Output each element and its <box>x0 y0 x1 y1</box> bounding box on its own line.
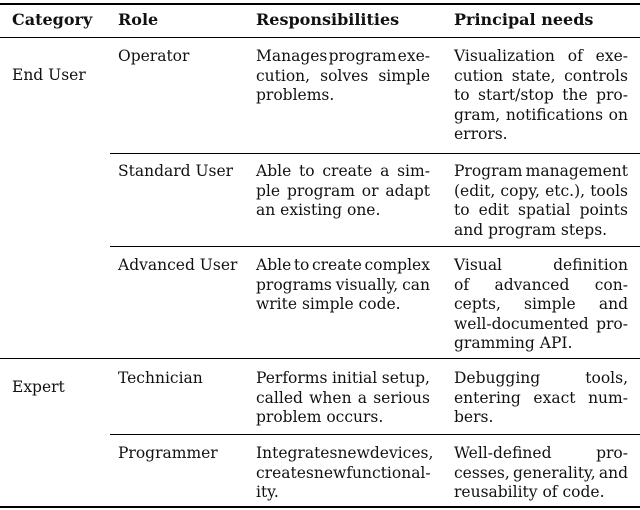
word: on <box>608 105 628 124</box>
word: definition <box>553 256 628 274</box>
word: setup, <box>381 369 430 387</box>
word: functional- <box>346 463 431 482</box>
needs-cell <box>454 162 628 240</box>
word: cesses, <box>454 463 510 482</box>
group-rule <box>0 358 640 359</box>
header-responsibilities: Responsibilities <box>256 10 400 29</box>
word: when <box>309 388 352 407</box>
word: (edit, <box>454 181 496 200</box>
word: edit <box>478 201 509 219</box>
word: Able <box>256 256 292 274</box>
row-separator <box>110 246 640 247</box>
word: con- <box>594 275 628 294</box>
header-category: Category <box>12 10 93 29</box>
word: solves <box>320 66 369 85</box>
word: a <box>357 388 367 407</box>
word: exact <box>533 388 576 407</box>
text-line: bers. <box>454 408 494 426</box>
word: tools <box>590 181 628 200</box>
responsibilities-cell <box>256 162 430 221</box>
text-line <box>256 47 430 67</box>
word: spatial <box>518 201 571 219</box>
text-line <box>454 67 628 87</box>
word: pro- <box>596 314 628 333</box>
text-line: write simple code. <box>256 295 401 313</box>
text-line <box>454 256 628 276</box>
word: simple <box>524 295 576 313</box>
word: etc.), <box>545 181 586 200</box>
word: exe- <box>397 47 430 65</box>
needs-cell <box>454 47 628 145</box>
word: exe- <box>595 47 628 65</box>
responsibilities-cell <box>256 47 430 106</box>
word: initial <box>331 369 378 387</box>
header-principal-needs: Principal needs <box>454 10 594 29</box>
top-rule <box>0 3 640 5</box>
word: tools, <box>585 369 628 387</box>
text-line <box>256 162 430 182</box>
word: well-documented <box>454 314 589 333</box>
responsibilities-cell <box>256 256 430 315</box>
row-separator <box>110 153 640 154</box>
text-line <box>454 295 628 315</box>
needs-cell <box>454 256 628 354</box>
role-cell: Operator <box>118 47 190 65</box>
text-line <box>256 464 430 484</box>
word: ple <box>256 181 281 200</box>
role-cell: Advanced User <box>118 256 238 274</box>
text-line <box>256 182 430 202</box>
word: copy, <box>500 181 540 200</box>
word: generality, <box>513 463 596 482</box>
text-line: reusability of code. <box>454 483 605 501</box>
word: devices, <box>369 444 434 462</box>
role-cell: Technician <box>118 369 203 387</box>
text-line: errors. <box>454 125 508 143</box>
header-rule <box>0 37 640 38</box>
text-line: an existing one. <box>256 201 381 219</box>
word: Debugging <box>454 369 541 387</box>
word: called <box>256 388 303 407</box>
word: and <box>598 463 628 482</box>
word: gram, <box>454 105 501 124</box>
responsibilities-cell <box>256 444 434 503</box>
word: visually, <box>335 275 399 294</box>
text-line <box>454 369 628 389</box>
needs-cell <box>454 369 628 428</box>
word: points <box>579 201 628 219</box>
word: adapt <box>385 181 430 200</box>
role-cell: Standard User <box>118 162 234 180</box>
text-line <box>454 201 628 221</box>
word: sim- <box>397 162 430 180</box>
text-line <box>454 86 628 106</box>
text-line: and program steps. <box>454 220 608 239</box>
word: program <box>328 47 397 65</box>
word: create <box>311 256 362 274</box>
bottom-rule <box>0 506 640 508</box>
word: cution <box>454 66 504 85</box>
word: Visual <box>454 256 503 274</box>
word: Manages <box>256 47 328 65</box>
word: cution, <box>256 66 311 85</box>
text-line: problems. <box>256 86 335 104</box>
word: advanced <box>494 275 570 294</box>
word: of <box>454 275 470 294</box>
word: the <box>562 86 588 104</box>
word: cepts, <box>454 295 501 313</box>
word: Visualization <box>454 47 555 65</box>
text-line <box>454 106 628 126</box>
word: create <box>322 162 373 180</box>
text-line <box>454 315 628 335</box>
text-line <box>454 389 628 409</box>
word: complex <box>364 256 430 274</box>
word: programs <box>256 275 332 294</box>
word: Performs <box>256 369 328 387</box>
text-line <box>256 389 430 409</box>
word: or <box>361 181 379 200</box>
text-line <box>454 47 628 67</box>
text-line <box>256 369 430 389</box>
text-line <box>256 256 430 276</box>
word: notifications <box>505 105 604 124</box>
word: to <box>299 162 315 180</box>
text-line: ity. <box>256 483 279 501</box>
word: to <box>454 201 470 219</box>
text-line <box>454 182 628 202</box>
word: and <box>598 295 628 313</box>
word: pro- <box>596 86 628 104</box>
text-line <box>454 276 628 296</box>
word: num- <box>588 388 628 407</box>
word: creates <box>256 463 314 482</box>
word: a <box>380 162 390 180</box>
word: can <box>402 275 430 294</box>
text-line <box>454 444 628 464</box>
word: to <box>293 256 310 274</box>
text-line <box>256 276 430 296</box>
word: serious <box>373 388 430 407</box>
word: Able <box>256 162 292 180</box>
word: start/stop <box>478 86 554 104</box>
word: new <box>337 444 370 462</box>
word: Integrates <box>256 444 338 462</box>
text-line <box>256 444 434 464</box>
text-line <box>454 162 628 182</box>
word: Well-defined <box>454 444 552 462</box>
word: to <box>454 86 470 104</box>
word: Program <box>454 162 523 180</box>
text-line <box>454 464 628 484</box>
word: new <box>313 463 347 482</box>
text-line: problem occurs. <box>256 408 384 426</box>
text-line <box>256 67 430 87</box>
category-cell: Expert <box>12 378 65 396</box>
word: program <box>286 181 355 200</box>
word: of <box>567 47 583 65</box>
word: controls <box>564 66 628 85</box>
row-separator <box>110 434 640 435</box>
header-role: Role <box>118 10 159 29</box>
word: state, <box>511 66 556 85</box>
word: management <box>525 162 628 180</box>
word: simple <box>378 66 430 85</box>
text-line: gramming API. <box>454 334 573 352</box>
needs-cell <box>454 444 628 503</box>
responsibilities-cell <box>256 369 430 428</box>
role-cell: Programmer <box>118 444 218 462</box>
word: pro- <box>596 444 628 462</box>
word: entering <box>454 388 521 407</box>
category-cell: End User <box>12 66 86 84</box>
